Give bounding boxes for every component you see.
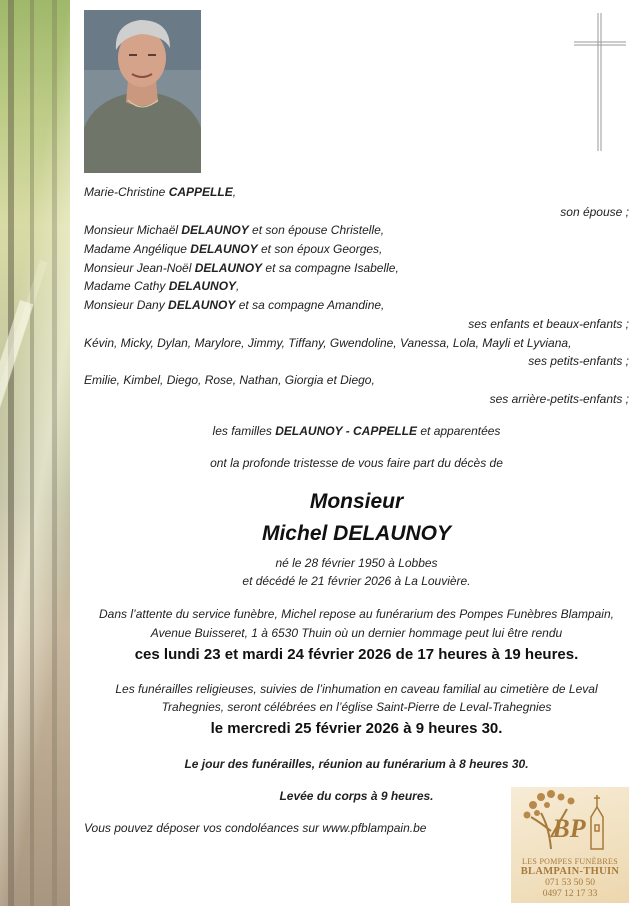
visitation-dates: ces lundi 23 et mardi 24 février 2026 de 17 heures à 19 heures. <box>134 646 579 663</box>
funeral-line-1: Les funérailles religieuses, suivies de l’inhumation en caveau familial au cimetière de Leval <box>115 682 598 696</box>
child-line: Madame Cathy DELAUNOY, <box>84 279 240 293</box>
families-line: les familles DELAUNOY - CAPPELLE et apparentées <box>212 424 501 438</box>
spouse-line: Marie-Christine CAPPELLE, <box>84 185 237 199</box>
deceased-title: Monsieur <box>309 490 404 513</box>
condolences-line: Vous pouvez déposer vos condoléances sur www.pfblampain.be <box>84 821 427 835</box>
cross-icon <box>574 13 626 151</box>
great-grandchildren-role: ses arrière-petits-enfants ; <box>489 392 629 406</box>
grandchildren-role: ses petits-enfants ; <box>528 354 629 368</box>
forest-side-image <box>0 0 70 906</box>
grandchildren-line: Kévin, Micky, Dylan, Marylore, Jimmy, Tiffany, Gwendoline, Vanessa, Lola, Mayli et Lyviana, <box>84 336 572 350</box>
child-line: Monsieur Dany DELAUNOY et sa compagne Amandine, <box>84 298 385 312</box>
spouse-role: son épouse ; <box>560 205 629 219</box>
child-line: Monsieur Jean-Noël DELAUNOY et sa compagne Isabelle, <box>84 261 399 275</box>
death-info: et décédé le 21 février 2026 à La Louvière. <box>242 574 471 588</box>
deceased-portrait <box>84 10 201 173</box>
tree-church-emblem <box>511 787 629 857</box>
funeral-date: le mercredi 25 février 2026 à 9 heures 30. <box>210 720 503 737</box>
logo-phone-2: 0497 12 17 33 <box>542 889 598 899</box>
announcement: ont la profonde tristesse de vous faire part du décès de <box>210 456 503 470</box>
funeral-line-2: Trahegnies, seront célébrées en l’église Saint-Pierre de Leval-Trahegnies <box>161 700 552 714</box>
birth-info: né le 28 février 1950 à Lobbes <box>275 556 438 570</box>
funeral-meeting: Le jour des funérailles, réunion au funérarium à 8 heures 30. <box>184 757 529 771</box>
child-line: Madame Angélique DELAUNOY et son époux Georges, <box>84 242 383 256</box>
child-line: Monsieur Michaël DELAUNOY et son épouse Christelle, <box>84 223 385 237</box>
children-role: ses enfants et beaux-enfants ; <box>468 317 629 331</box>
body-departure: Levée du corps à 9 heures. <box>279 789 434 803</box>
great-grandchildren-line: Emilie, Kimbel, Diego, Rose, Nathan, Giorgia et Diego, <box>84 373 375 387</box>
deceased-name: Michel DELAUNOY <box>261 522 452 545</box>
visitation-line-1: Dans l’attente du service funèbre, Michel repose au funérarium des Pompes Funèbres Blampain, <box>99 607 614 621</box>
visitation-line-2: Avenue Buisseret, 1 à 6530 Thuin où un dernier hommage peut lui être rendu <box>150 626 563 640</box>
funeral-home-logo <box>511 787 629 903</box>
logo-initials: BP <box>552 814 586 843</box>
logo-line-2: BLAMPAIN-THUIN <box>520 866 620 877</box>
logo-line-1: LES POMPES FUNÈBRES <box>522 857 618 866</box>
logo-phone-1: 071 53 50 50 <box>545 878 595 888</box>
